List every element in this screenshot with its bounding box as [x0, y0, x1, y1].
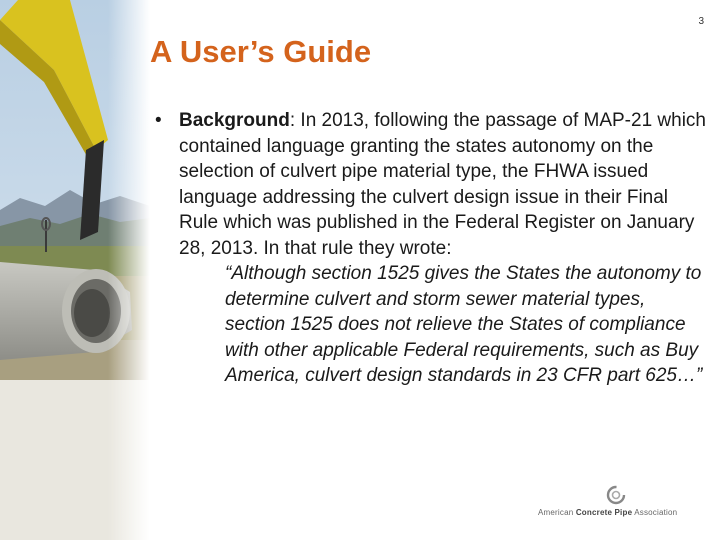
logo-highlight: Concrete Pipe — [575, 508, 633, 517]
logo-prefix: American — [538, 508, 574, 517]
slide-content — [155, 108, 710, 389]
excavator-pipe-photo — [0, 0, 150, 540]
acpa-logo-text — [538, 508, 677, 517]
rule-quote: “Although section 1525 gives the States the autonomy to determine culvert and storm sewer material types, section 1525 does not relieve the States of compliance with other applicable Federal requirements, such as Buy America, culvert design standards in 23 CFR part 625…” — [225, 263, 703, 386]
bullet-background — [155, 108, 710, 261]
logo-suffix: Association — [634, 508, 678, 517]
acpa-logo-icon — [606, 484, 626, 506]
page-number: 3 — [698, 16, 704, 27]
bullet-lead: Background — [179, 110, 290, 131]
bullet-body: : In 2013, following the passage of MAP-21 which contained language granting the states autonomy on the selection of culvert pipe material type, the FHWA issued language addressing the culvert design issue in their Final Rule which was published in the Federal Register on January 28, 2013. In that rule they wrote: — [179, 110, 706, 259]
photo-illustration — [0, 0, 150, 540]
bullet-dot: • — [155, 110, 162, 131]
slide-title: A User’s Guide — [150, 34, 372, 69]
acpa-logo — [538, 484, 698, 524]
